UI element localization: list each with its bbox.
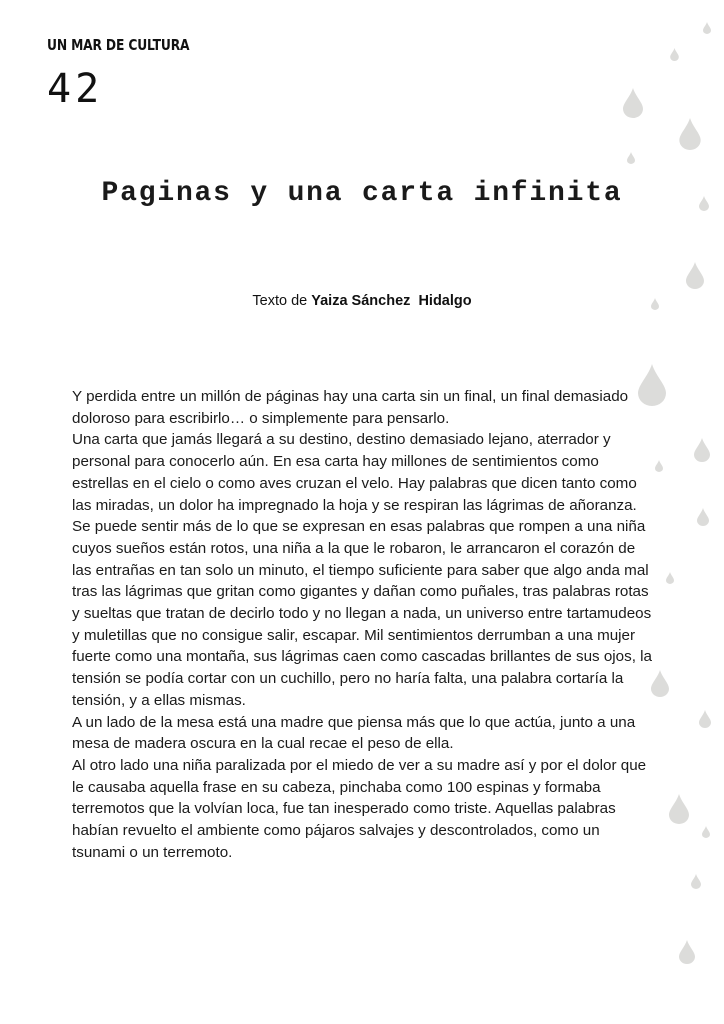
raindrop-icon bbox=[679, 118, 701, 150]
paragraph: Al otro lado una niña paralizada por el miedo de ver a su madre así y por el dolor que le causaba aquella frase en su cabeza, pinchaba como 100 espinas y formaba terremotos que la volvían loca, fue tan inesperado como triste. Aquellas palabras habían revuelto el ambiente como pájaros salvajes y descontrolados, como un tsunami o un terremoto. bbox=[72, 756, 647, 861]
raindrop-icon bbox=[699, 196, 709, 211]
raindrop-icon bbox=[627, 152, 635, 164]
raindrop-icon bbox=[651, 298, 659, 310]
raindrop-icon bbox=[697, 508, 709, 526]
raindrop-icon bbox=[679, 940, 695, 964]
raindrop-icon bbox=[702, 826, 710, 838]
raindrop-icon bbox=[694, 438, 710, 462]
page-number: 42 bbox=[47, 66, 104, 112]
paragraph: Una carta que jamás llegará a su destino, destino demasiado lejano, aterrador y personal para conocerlo aún. En esa carta hay millones de sentimientos como estrellas en el cielo o como aves cruzan el velo. Hay palabras que dicen tanto como las miradas, un dolor ha impregnado la hoja y se respiran las lágrimas de añoranza. Se puede sentir más de lo que se expresan en esas palabras que rompen a una niña cuyos sueños están rotos, una niña a la que le robaron, le arrancaron el corazón de las entrañas en tan solo un minuto, el tiempo suficiente para saber que algo anda mal tras las lágrimas que gritan como gigantes y dañan como puñales, tras palabras rotas y sueltas que tratan de decirlo todo y no llegan a nada, un universo entre tartamudeos y muletillas que no consigue salir, escapar. Mil sentimientos derrumban a una mujer fuerte como una montaña, sus lágrimas caen como cascadas brillantes de sus ojos, la tensión se podía cortar con un cuchillo, pero no haría falta, una palabra cortaría la tensión, y a ellas mismas. bbox=[72, 431, 652, 709]
byline-author: Yaiza Sánchez Hidalgo bbox=[311, 293, 472, 309]
raindrop-icon bbox=[623, 88, 643, 118]
raindrop-icon bbox=[669, 794, 689, 824]
raindrop-icon bbox=[638, 364, 666, 406]
raindrop-icon bbox=[686, 262, 704, 289]
raindrop-icon bbox=[670, 48, 679, 61]
paragraph: Y perdida entre un millón de páginas hay una carta sin un final, un final demasiado doloroso para escribirlo… o simplemente para pensarlo. bbox=[72, 388, 629, 427]
raindrop-icon bbox=[655, 460, 663, 472]
magazine-name: UN MAR DE CULTURA bbox=[47, 36, 190, 54]
raindrop-icon bbox=[691, 874, 701, 889]
raindrop-icon bbox=[651, 670, 669, 697]
byline-prefix: Texto de bbox=[252, 293, 308, 309]
raindrop-icon bbox=[699, 710, 711, 728]
raindrop-icon bbox=[703, 22, 711, 34]
raindrop-icon bbox=[666, 572, 674, 584]
article-title: Paginas y una carta infinita bbox=[101, 178, 623, 209]
paragraph: A un lado de la mesa está una madre que piensa más que lo que actúa, junto a una mesa de madera oscura en la cual recae el peso de ella. bbox=[72, 713, 636, 753]
article-body bbox=[72, 386, 652, 863]
byline bbox=[0, 293, 724, 309]
